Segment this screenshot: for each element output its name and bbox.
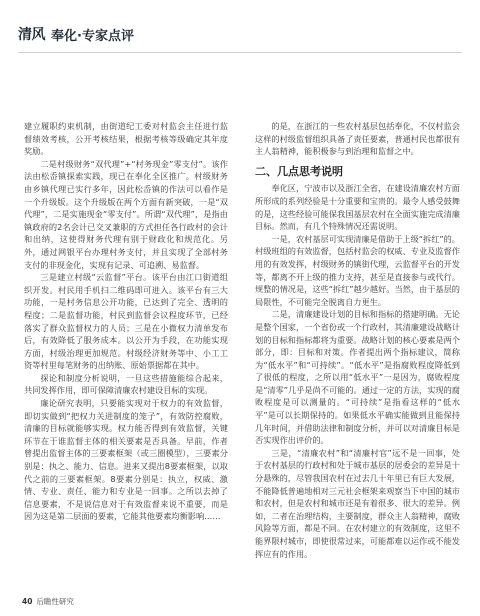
- paragraph: 二是，清廉建设计划的目标和指标的搭建明确。无论是整个国家，一个省份或一个行政村，其清廉建设战略计划的目标和指标都将为重要。战略计划的核心要素是两个部分，即：目标和对策。作者提出两个指标建议，简称为“低水平”和“可持续”。“低水平”是指腐败程度降低到了很低的程度，之所以用“低水平”一是因为，腐败程度是“清零”几乎是尚不可能的。通过一定的方法，实现的腐败程度是可以测量的。“可持续”是指看这样的“低水平”是可以长期保持的。如果低水平确实能做到且能保持几年时间，并借助法律和制度分析，并可以对清廉目标是否实现作出评价的。: [255, 309, 460, 446]
- left-column: [24, 120, 228, 523]
- paragraph: 廉论研究表明，只要能实现对于权力的有效监督，即切实做到“把权力关进制度的笼子”，有效防控腐败，清廉的目标就能够实现。权力能否得到有效监督，关键环节在于谁监督主体的相关要素是否具备。早前，作者曾提出监督主体的三要素框架（或三圈模型），三要素分别是：执之、能力、信息。进来又提出8要素框架，以取代之前的三要素框架。8要素分别是：执立，权威、激情、专业、责任、能力和专业是一回事。之所以去掉了信息要素，不是说信息对于有效监督来说不重要，而是因为这是第二层面的要素，它能其他要素均衡影响……: [24, 398, 228, 522]
- paragraph: 三是，“清廉农村”和“清廉村官”远不是一回事，处于农村基层的行政村和处于城市基层的居委会的差异是十分悬殊的，尽管我国农村在过去几十年里已有巨大发展，不能降低普遍地相对三元社会框架来观察当下中国的城市和农村，但是农村和城市还是有着很多、很大的差异。例如，二者在治理结构，主要制度，群众主人翁精神，腐败风险等方面，都是不同。在农村建立的有效制度，这里不能界限村城市，即使很常过来，可能都难以运作或不能发挥应有的作用。: [255, 447, 460, 559]
- paragraph: 探论和制度分析说明，一旦这些措施能综合起来，共同发挥作用，即可保障清廉农村建设目标的实现。: [24, 372, 228, 396]
- page-footer: [22, 596, 74, 607]
- publication-logo: 清风: [18, 27, 45, 43]
- section-title: 奉化·专家点评: [51, 28, 134, 44]
- header-divider: [18, 52, 462, 53]
- paragraph: 奉化区，宁波市以及浙江全省，在建设清廉农村方面所形成的系列经验是十分重要和宝贵的。最令人感受鼓舞的是，这些经验可能保我国基层农村在全面实施完成清廉目标。然而，有几个特殊情况还需说明。: [255, 183, 460, 232]
- paragraph: 三是建立村级“云监督”平台。该平台由江口街道组织开发。村民用手机扫二维码即可进入。该平台有三大功能，一是村务信息公开功能，已达到了完全、透明的程度；二是监督功能，村民到监督会议程度环节，已经落实了群众监督权力的人员；三是在小微权力清单发布后，有效降低了服务成本。以公开为手段，在功能实现方面，村级治理更加规范。村级经济财务等中、小工工资等村里每笔财务的出纳账、原始票据都在其中。: [24, 272, 228, 371]
- section-heading: 二、几点思考说明: [255, 164, 343, 178]
- paragraph: 建立履职约束机制，由街道纪工委对村监会主任进行监督绩效考核，公开考核结果，根据考核等级确定其年度奖励。: [24, 121, 228, 157]
- paragraph: 一是，农村基层可实现清廉是借助于上级“拆红”的。村级班组的有效监督，包括村监会的权威、专业及监督作用的有效发挥，村级财务的镇街代理，云监督平台的开发等，都离不开上级的推力支持，甚至是直接参与或代行。规整的情况是，这些“拆红”越少越好。当然，由于基层的局限性，不可能完全脱离自力更生。: [255, 233, 460, 307]
- page-number: 40: [22, 597, 33, 606]
- right-column: [255, 120, 460, 560]
- journal-name: 后瞻性研究: [36, 597, 74, 606]
- page-header: [18, 20, 134, 48]
- paragraph: 二是村级财务“双代理”+“村务现金”零支付”。该作法由松岙镇探索实践，现已在奉化全区推广。村级财务由乡镇代理已实行多年，因此松岙镇的作法可以看作是一个升级版。这个升级版在两个方面有新突破，一是“双代理”，二是实施现金“零支付”。所谓“双代理”，是指由镇政府的2名会计已交叉兼职的方式担任各行政村的会计和出纳，这使得财务代理有别于财政化和规范化。另外，通过网银平台办理村务支付，并且实现了全部村务支付的非现金化，实现有记录、可追溯、易监督。: [24, 158, 228, 270]
- paragraph: 的是，在浙江的一些农村基层包括奉化，不仅村监会这样的村级监督组织具备了责任要素，普通村民也都很有主人翁精神，能积极参与到治理和监督之中。: [255, 121, 460, 157]
